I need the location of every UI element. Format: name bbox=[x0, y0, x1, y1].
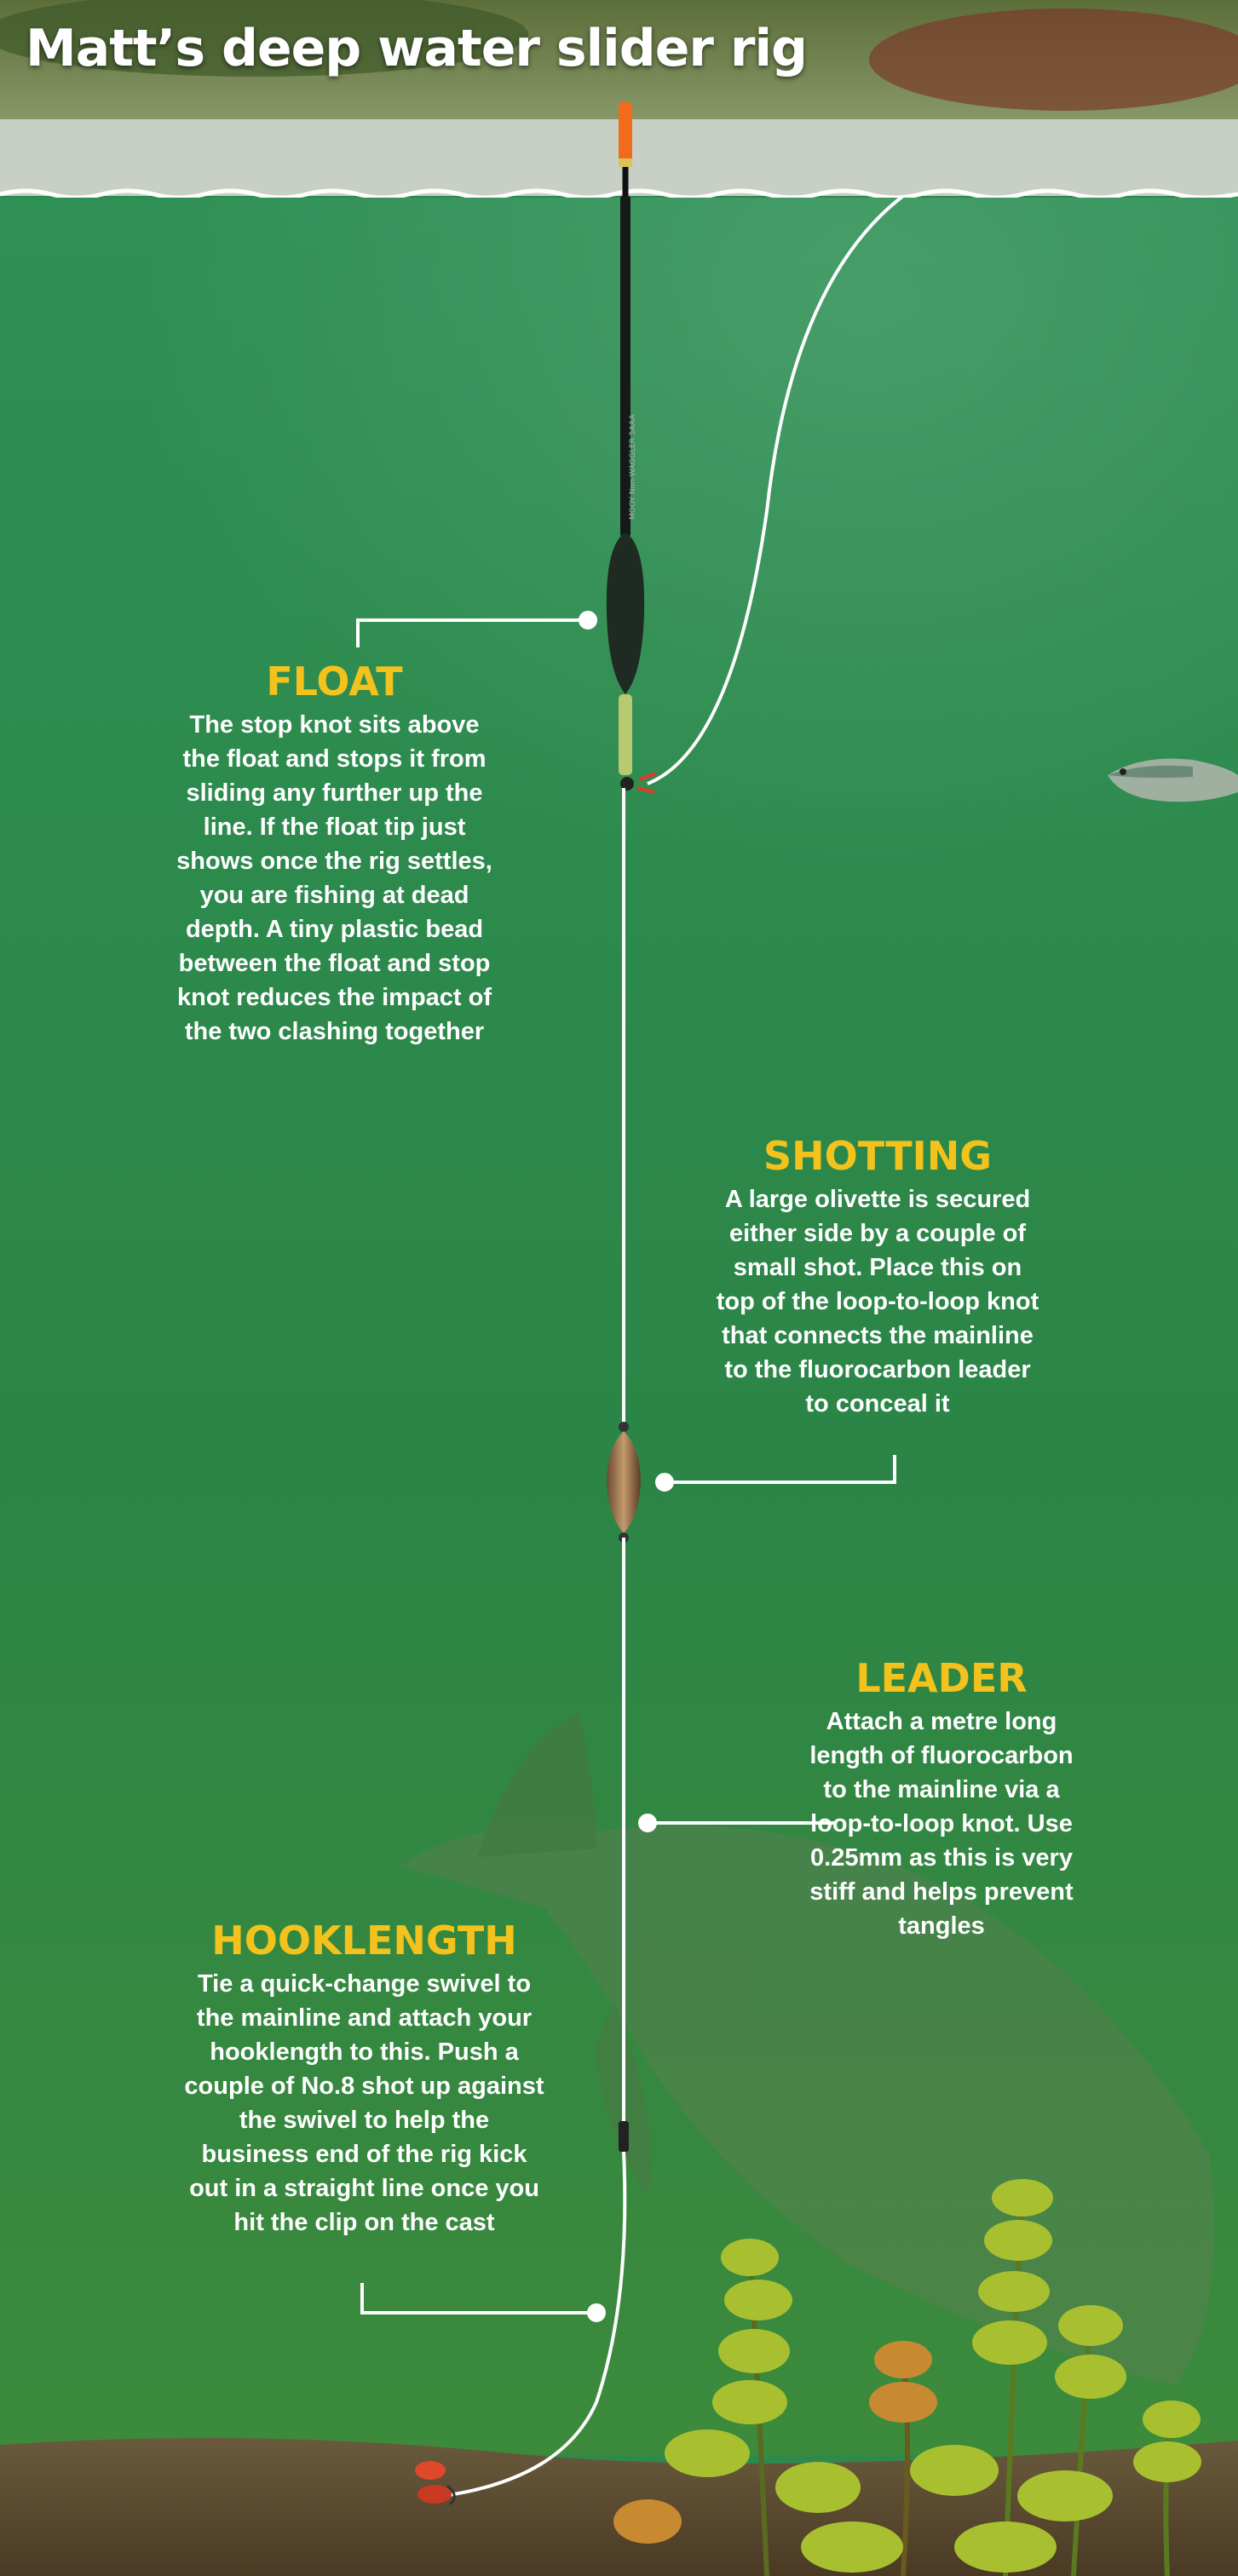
shotting-callout bbox=[711, 1135, 1044, 1421]
quick-change-swivel bbox=[619, 2121, 629, 2152]
float-brand-label: MOOY Non-WAGGLER 5AAA bbox=[629, 414, 637, 520]
olivette-shot-top bbox=[619, 1422, 629, 1432]
leader-callout bbox=[801, 1657, 1082, 1943]
shotting-description: A large olivette is secured either side by a couple of small shot. Place this on top of the loop-to-loop knot that connects the mainline to the fluorocarbon leader to conceal it bbox=[716, 1186, 1039, 1417]
float-description: The stop knot sits above the float and stops it from sliding any further up the line. If the float tip just shows once the rig settles, you are fishing at dead depth. A tiny plastic bead between the float and stop knot reduces the impact of the two clashing together bbox=[176, 711, 492, 1045]
float-pointer-dot bbox=[580, 612, 596, 628]
leader-description: Attach a metre long length of fluorocarbon to the mainline via a loop-to-loop knot. Use 0.25mm as this is very stiff and helps prevent tangles bbox=[809, 1708, 1074, 1940]
hooklength-pointer-dot bbox=[589, 2305, 604, 2320]
shotting-pointer-dot bbox=[657, 1475, 672, 1490]
hooklength-description: Tie a quick-change swivel to the mainline and attach your hooklength to this. Push a couple of No.8 shot up against the swivel to help the business end of the rig kick out in a straight line once you hit the clip on the cast bbox=[184, 1970, 544, 2236]
float-tip-band bbox=[619, 158, 632, 167]
shotting-heading: SHOTTING bbox=[763, 1133, 992, 1179]
leader-heading: LEADER bbox=[855, 1655, 1028, 1701]
hooklength-heading: HOOKLENGTH bbox=[211, 1918, 517, 1964]
page-title: Matt’s deep water slider rig bbox=[26, 19, 807, 78]
float-tip bbox=[619, 102, 632, 166]
float-callout bbox=[175, 660, 494, 1049]
leader-pointer-dot bbox=[640, 1815, 655, 1831]
float-heading: FLOAT bbox=[266, 658, 403, 704]
hooklength-callout bbox=[183, 1919, 545, 2240]
float-adaptor bbox=[619, 694, 632, 775]
